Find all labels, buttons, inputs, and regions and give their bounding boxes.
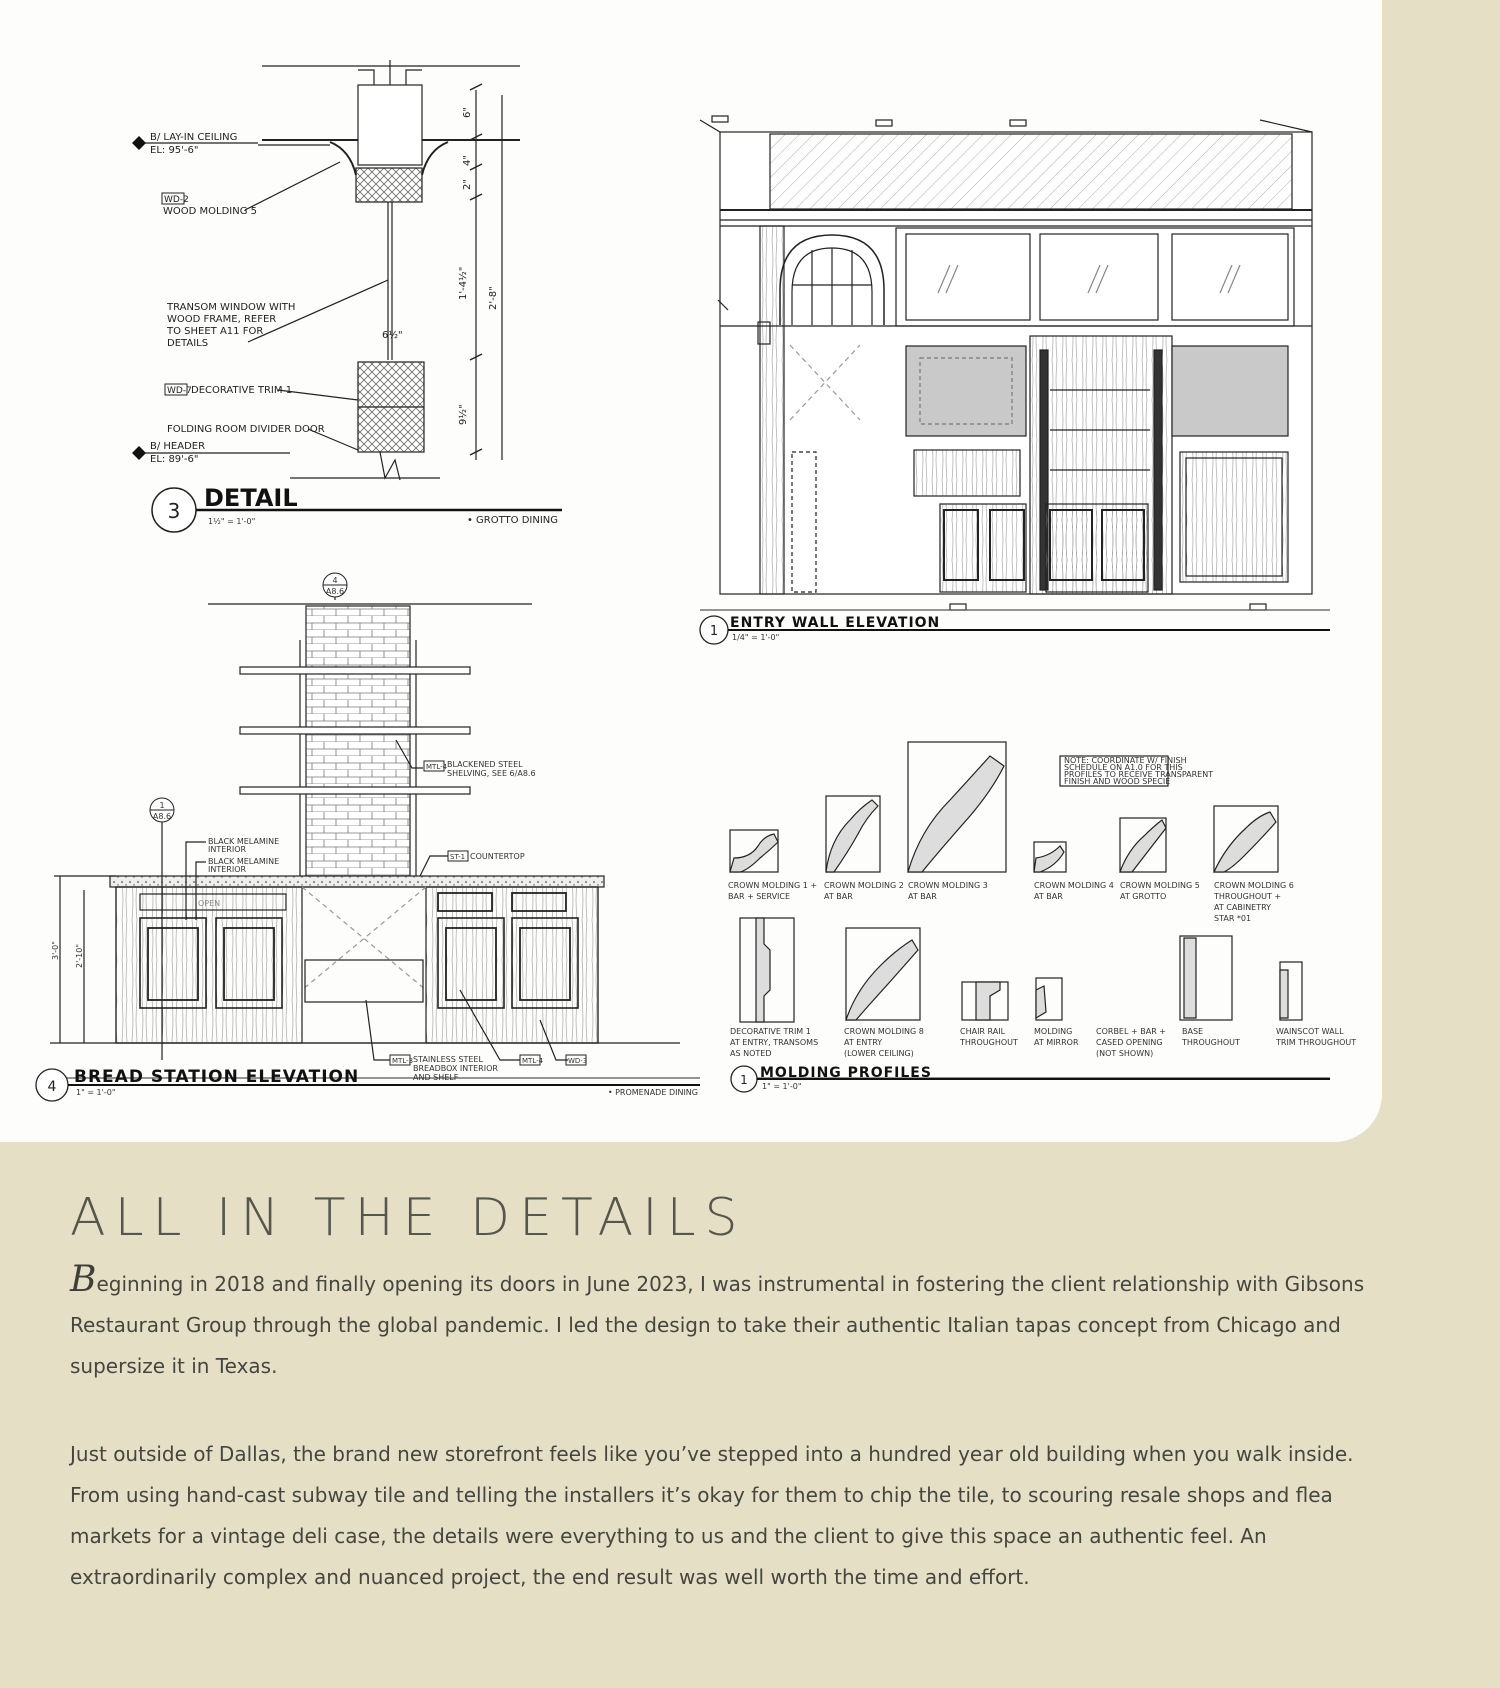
bread-callout-number: 4 — [47, 1079, 57, 1095]
detail3-note-7: TO SHEET A11 FOR — [167, 326, 264, 337]
molding-r1-5-l2: THROUGHOUT + — [1214, 892, 1282, 901]
bread-note-15: WD-3 — [568, 1057, 588, 1065]
molding-r2-6-l1: WAINSCOT WALL — [1276, 1027, 1344, 1036]
molding-note-1: NOTE: COORDINATE W/ FINISH — [1064, 756, 1187, 765]
bread-note-16: OPEN — [198, 899, 221, 908]
bread-marker-side-sub: A8.6 — [152, 812, 172, 821]
molding-r1-5-l3: AT CABINETRY — [1214, 903, 1272, 912]
molding-r2-4-l3: (NOT SHOWN) — [1096, 1049, 1154, 1058]
bread-note-14: MTL-4 — [522, 1057, 544, 1065]
bread-note-3: BLACK MELAMINE — [208, 857, 280, 866]
molding-scale: 1" = 1'-0" — [762, 1082, 802, 1091]
molding-r2-3-l2: AT MIRROR — [1034, 1038, 1079, 1047]
molding-r1-3-l1: CROWN MOLDING 4 — [1034, 881, 1114, 890]
molding-r2-2-l1: CHAIR RAIL — [960, 1027, 1006, 1036]
bread-note-4: INTERIOR — [208, 865, 247, 874]
bread-dim-1: 3'-0" — [51, 941, 60, 960]
molding-note-4: FINISH AND WOOD SPECIE — [1064, 777, 1171, 786]
bread-dim-2: 2'-10" — [75, 943, 84, 968]
bread-note-8: BLACKENED STEEL — [447, 760, 523, 769]
molding-r2-1-l2: AT ENTRY — [844, 1038, 883, 1047]
molding-r1-5-l4: STAR *01 — [1214, 914, 1252, 923]
detail3-note-9: WD-7 — [167, 386, 192, 396]
detail3-dim-4: 1'-4½" — [458, 266, 469, 300]
detail3-note-2: EL: 95'-6" — [150, 145, 199, 156]
detail3-scale: 1½" = 1'-0" — [208, 517, 256, 526]
paragraph-2: Just outside of Dallas, the brand new storefront feels like you’ve stepped into a hundred year old building when you walk inside. From using hand-cast subway tile and telling the installers it’s okay for them to chip the tile, to scouring resale shops and flea markets for a vintage deli case, the details were everything to us and the client to give this space an authentic feel. An extraordinarily complex and nuanced project, the end result was well worth the time and effort. — [70, 1442, 1354, 1589]
molding-r2-5-l1: BASE — [1182, 1027, 1204, 1036]
molding-r2-1-l3: (LOWER CEILING) — [844, 1049, 914, 1058]
detail3-dim-3: 2" — [462, 179, 473, 190]
detail3-dim-1: 6" — [462, 107, 473, 118]
molding-r1-0-l2: BAR + SERVICE — [728, 892, 791, 901]
bread-marker-top: 4 — [332, 576, 338, 585]
molding-r2-3-l1: MOLDING — [1034, 1027, 1073, 1036]
molding-r2-1-l1: CROWN MOLDING 8 — [844, 1027, 924, 1036]
detail3-dim-6: 9½" — [458, 404, 469, 425]
bread-note-13: AND SHELF — [413, 1073, 459, 1082]
bread-note-12: BREADBOX INTERIOR — [413, 1064, 498, 1073]
detail3-note-11: FOLDING ROOM DIVIDER DOOR — [167, 424, 325, 435]
entry-wall-elevation — [700, 116, 1330, 610]
detail3-dim-7: 6½" — [382, 330, 403, 341]
molding-callout-number: 1 — [740, 1073, 748, 1087]
entry-wall-labels — [700, 615, 1330, 644]
detail3-note-5: TRANSOM WINDOW WITH — [167, 302, 296, 313]
detail3-dim-2: 4" — [462, 155, 473, 166]
bread-station-elevation — [50, 593, 700, 1078]
bread-note-6: COUNTERTOP — [470, 852, 525, 861]
bread-note-2: INTERIOR — [208, 845, 247, 854]
drop-cap: B — [70, 1259, 97, 1300]
molding-r1-5-l1: CROWN MOLDING 6 — [1214, 881, 1294, 890]
molding-r1-1-l1: CROWN MOLDING 2 — [824, 881, 904, 890]
detail-3-labels — [132, 107, 562, 532]
detail3-dim-5: 2'-8" — [488, 286, 499, 310]
molding-r1-0-l1: CROWN MOLDING 1 + — [728, 881, 818, 890]
detail3-note-12: B/ HEADER — [150, 441, 206, 452]
entry-wall-scale: 1/4" = 1'-0" — [732, 633, 780, 642]
molding-note-3: PROFILES TO RECEIVE TRANSPARENT — [1064, 770, 1214, 779]
molding-r2-2-l2: THROUGHOUT — [960, 1038, 1018, 1047]
molding-title: MOLDING PROFILES — [760, 1065, 932, 1081]
paragraph-1 — [70, 1259, 1370, 1387]
bread-location: • PROMENADE DINING — [607, 1088, 698, 1097]
molding-r2-4-l2: CASED OPENING — [1096, 1038, 1163, 1047]
molding-r2-6-l2: TRIM THROUGHOUT — [1276, 1038, 1357, 1047]
detail3-note-6: WOOD FRAME, REFER — [167, 314, 277, 325]
molding-r1-2-l2: AT BAR — [908, 892, 937, 901]
detail3-callout-number: 3 — [167, 499, 181, 523]
molding-r2-4-l1: CORBEL + BAR + — [1096, 1027, 1166, 1036]
molding-r1-3-l2: AT BAR — [1034, 892, 1063, 901]
molding-r1-2-l1: CROWN MOLDING 3 — [908, 881, 988, 890]
molding-r1-1-l2: AT BAR — [824, 892, 853, 901]
section-heading: ALL IN THE DETAILS — [70, 1188, 747, 1248]
molding-r2-5-l2: THROUGHOUT — [1182, 1038, 1240, 1047]
bread-marker-side: 1 — [159, 801, 165, 810]
detail3-location: • GROTTO DINING — [466, 515, 558, 526]
molding-r2-0-l2: AT ENTRY, TRANSOMS — [730, 1038, 819, 1047]
detail3-title: DETAIL — [204, 484, 298, 512]
entry-wall-callout-number: 1 — [709, 624, 719, 639]
bread-note-5: ST-1 — [450, 853, 466, 861]
detail3-note-10: DECORATIVE TRIM 1 — [191, 385, 293, 396]
bread-note-9: SHELVING, SEE 6/A8.6 — [447, 769, 536, 778]
molding-note-2: SCHEDULE ON A1.0 FOR THIS — [1064, 763, 1183, 772]
bread-note-7: MTL-4 — [426, 763, 448, 771]
molding-r2-0-l1: DECORATIVE TRIM 1 — [730, 1027, 811, 1036]
paragraph-1-text: eginning in 2018 and finally opening its doors in June 2023, I was instrumental in fostering the client relationship with Gibsons Restaurant Group through the global pandemic. I led the design to take their authentic Italian tapas concept from Chicago and supersize it in Texas. — [70, 1272, 1365, 1378]
molding-r1-4-l2: AT GROTTO — [1120, 892, 1167, 901]
bread-note-11: STAINLESS STEEL — [413, 1055, 483, 1064]
detail3-note-1: B/ LAY-IN CEILING — [150, 132, 238, 143]
detail3-note-4: WOOD MOLDING 5 — [163, 206, 257, 217]
bread-scale: 1" = 1'-0" — [76, 1088, 116, 1097]
bread-note-1: BLACK MELAMINE — [208, 837, 280, 846]
molding-r2-0-l3: AS NOTED — [730, 1049, 772, 1058]
bread-note-10: MTL-3 — [392, 1057, 414, 1065]
molding-r1-4-l1: CROWN MOLDING 5 — [1120, 881, 1200, 890]
detail3-note-3: WD-2 — [164, 195, 189, 205]
bread-marker-top-sub: A8.6 — [325, 587, 345, 596]
bread-title: BREAD STATION ELEVATION — [74, 1067, 360, 1087]
detail3-note-13: EL: 89'-6" — [150, 454, 199, 465]
entry-wall-title: ENTRY WALL ELEVATION — [730, 615, 941, 631]
detail3-note-8: DETAILS — [167, 338, 209, 349]
